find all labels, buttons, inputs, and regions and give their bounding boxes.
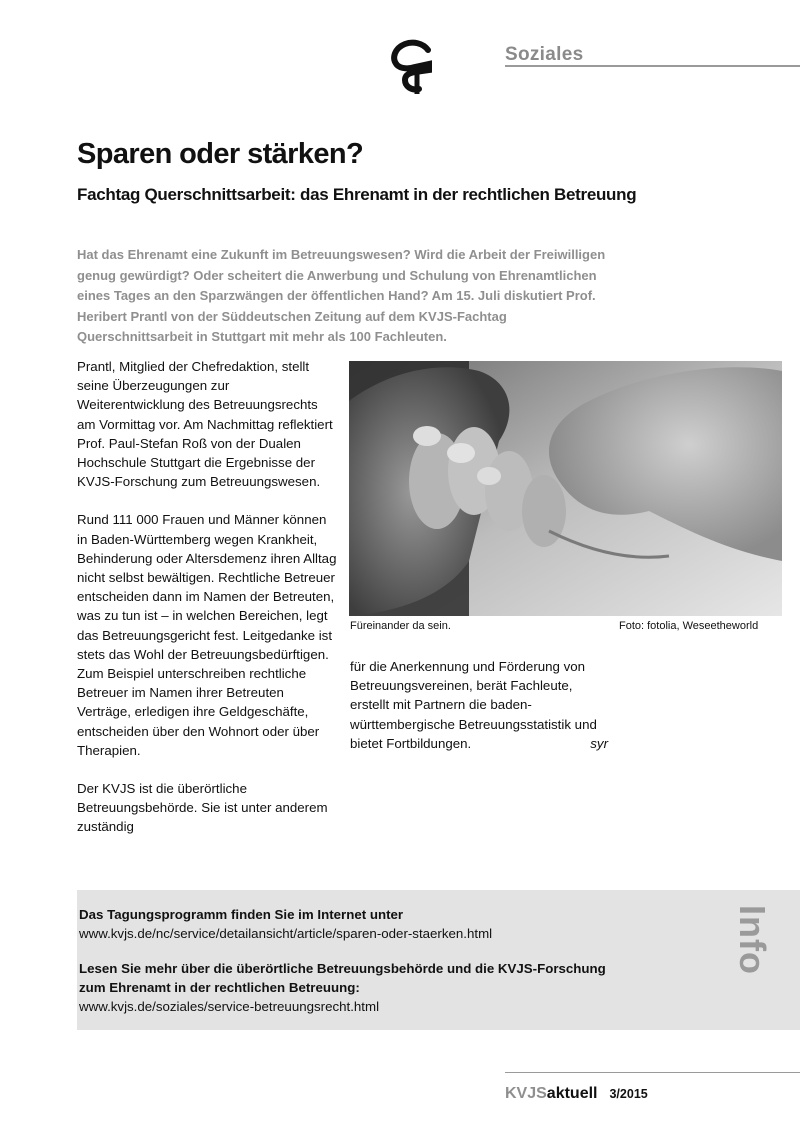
body-paragraph: Rund 111 000 Frauen und Männer können in Baden-Württemberg wegen Krankheit, Behinderung oder Altersdemenz ihren Alltag nicht selbst bewältigen. Rechtliche Betreuer entscheiden dann im Namen der Betreuten, was zu tun ist – in welchen Bereichen, legt das Betreuungsgericht fest. Leitgedanke ist stets das Wohl der Betreuungsbedürftigen. Zum Beispiel unterschreiben rechtliche Betreuer im Namen ihrer Betreuten Verträge, erledigen ihre Geldgeschäfte, entscheiden über den Wohnort oder über Therapien. xyxy=(77,512,337,758)
kvjs-logo xyxy=(385,38,435,94)
info-heading: Das Tagungsprogramm finden Sie im Internet unter xyxy=(79,907,404,922)
info-heading: zum Ehrenamt in der rechtlichen Betreuung: xyxy=(79,980,360,995)
article-title: Sparen oder stärken? xyxy=(77,138,364,170)
article-subtitle: Fachtag Querschnittsarbeit: das Ehrenamt in der rechtlichen Betreuung xyxy=(77,185,637,204)
body-column-left xyxy=(77,357,339,856)
body-paragraph xyxy=(350,657,612,753)
footer xyxy=(505,1085,648,1103)
info-heading: Lesen Sie mehr über die überörtliche Betreuungsbehörde und die KVJS-Forschung xyxy=(79,961,606,976)
footer-divider xyxy=(505,1072,800,1073)
article-lead: Hat das Ehrenamt eine Zukunft im Betreuungswesen? Wird die Arbeit der Freiwilligen genug gewürdigt? Oder scheitert die Anwerbung und Schulung von Ehrenamtlichen eines Tages an den Sparzwängen der öffentlichen Hand? Am 15. Juli diskutiert Prof. Heribert Prantl von der Süddeutschen Zeitung auf dem KVJS-Fachtag Querschnittsarbeit in Stuttgart mit mehr als 100 Fachleuten. xyxy=(77,247,606,344)
body-paragraph: Prantl, Mitglied der Chefredaktion, stellt seine Überzeugungen zur Weiterentwicklung des Betreuungsrechts am Vormittag vor. Am Nachmittag reflektiert Prof. Paul-Stefan Roß von der Dualen Hochschule Stuttgart die Ergebnisse der KVJS-Forschung zum Betreuungswesen. xyxy=(77,359,333,490)
info-content xyxy=(79,905,679,1016)
footer-brand-suffix: aktuell xyxy=(546,1085,598,1102)
info-spacer xyxy=(79,943,679,959)
info-link[interactable]: www.kvjs.de/nc/service/detailansicht/article/sparen-oder-staerken.html xyxy=(79,926,493,941)
logo-mark-icon xyxy=(385,38,435,94)
body-paragraph: Der KVJS ist die überörtliche Betreuungsbehörde. Sie ist unter anderem zuständig xyxy=(77,781,328,835)
photo-credit: Foto: fotolia, Weseetheworld xyxy=(619,620,759,632)
hands-image xyxy=(349,361,782,616)
footer-brand-prefix: KVJS xyxy=(505,1085,547,1102)
section-label: Soziales xyxy=(505,44,584,65)
body-paragraph-text: für die Anerkennung und Förderung von Betreuungsvereinen, berät Fachleute, erstellt mit Partnern die baden-württembergische Betreuungsstatistik und bietet Fortbildungen. xyxy=(350,659,597,751)
photo-caption: Füreinander da sein. xyxy=(350,620,451,632)
author-signature: syr xyxy=(590,735,608,751)
info-link[interactable]: www.kvjs.de/soziales/service-betreuungsrecht.html xyxy=(79,999,380,1014)
hands-photo xyxy=(349,361,782,616)
info-vertical-label: Info xyxy=(732,905,773,975)
body-column-right xyxy=(350,657,612,772)
footer-issue: 3/2015 xyxy=(609,1087,648,1101)
section-divider xyxy=(505,65,800,67)
